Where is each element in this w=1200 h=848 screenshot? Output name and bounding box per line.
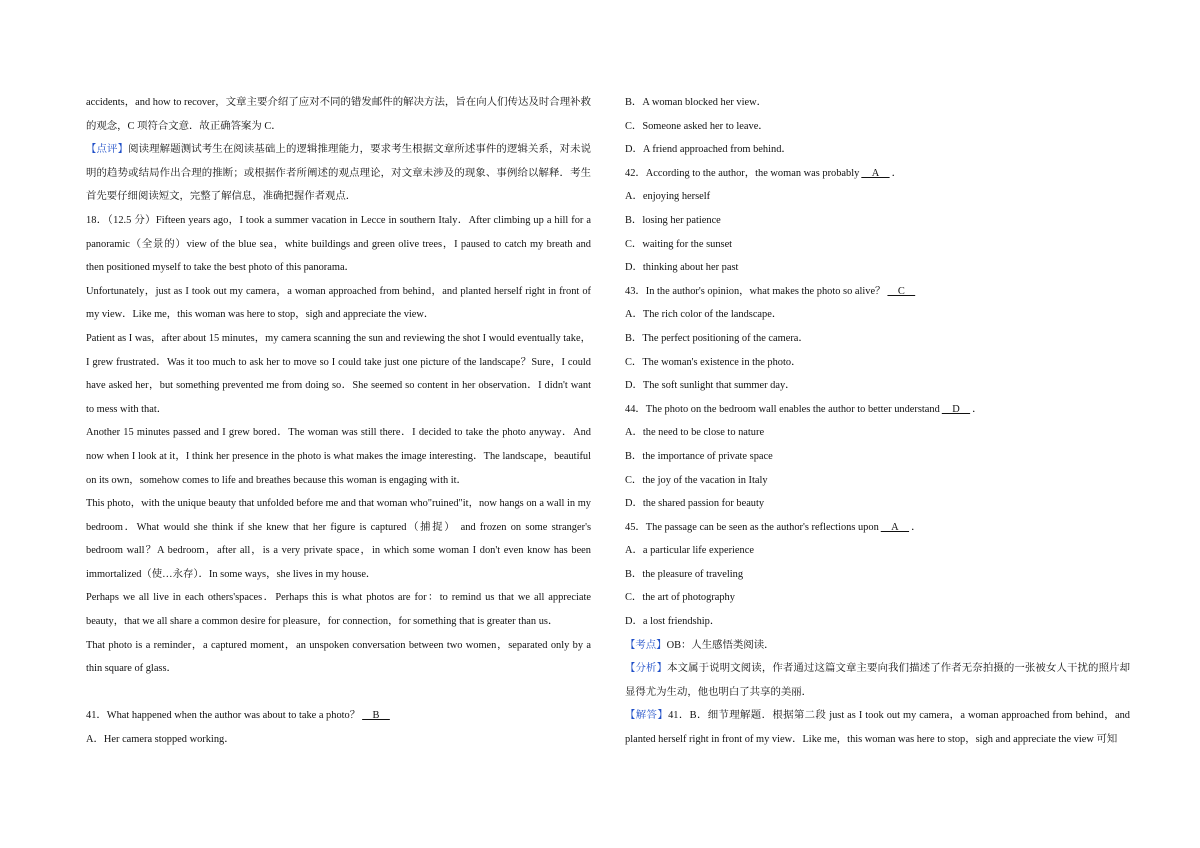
passage-paragraph-5: This photo，with the unique beauty that unfolded before me and that woman who"ruined"it，now hangs on a wall in my bedroom．What would she think if she knew that her figure is captured（捕捉） and frozen on some stranger's bedroom wall？A bedroom，after all，is a very private space，in which some woman I don't even know has been immortalized（使…永存）．In some ways，she lives in my house． [86, 498, 591, 580]
passage-paragraph-1: 18．（12.5 分）Fifteen years ago，I took a summer vacation in Lecce in southern Italy．After climbing up a hill for a panoramic（全景的）view of the blue sea，white buildings and green olive trees，I paused to catch my breath and then positioned myself to take the best photo of this panorama． [86, 214, 591, 274]
question-43-answer: C [887, 285, 916, 297]
passage-paragraph-3: Patient as I was，after about 15 minutes，my camera scanning the sun and reviewing the shot I would eventually take，I grew frustrated．Was it too much to ask her to move so I could take just one picture of the landscape？Sure，I could have asked her，but something prevented me from doing so．She seemed so content in her observation．I didn't want to mess with that． [86, 332, 591, 415]
left-column [86, 91, 591, 752]
question-45-option-d: D．a lost friendship． [625, 616, 721, 628]
question-44-option-a: A．the need to be close to nature [625, 427, 765, 439]
passage-paragraph-4: Another 15 minutes passed and I grew bored．The woman was still there．I decided to take the photo anyway．And now when I look at it，I think her presence in the photo is what makes the image interesting．The landscape，beautiful on its own，somehow comes to life and breathes because this woman is engaging with it． [86, 427, 591, 486]
question-42-option-a: A．enjoying herself [625, 191, 711, 203]
question-41-text: 41．What happened when the author was about to take a photo？ [86, 710, 361, 722]
question-45-option-a: A．a particular life experience [625, 545, 754, 557]
comment-text: 阅读理解题测试考生在阅读基础上的逻辑推理能力，要求考生根据文章所述事件的逻辑关系，对未说明的趋势或结局作出合理的推断；或根据作者所阐述的观点理论，对文章未涉及的现象、事例给以解释．考生首先要仔细阅读短文，完整了解信息，准确把握作者观点． [86, 144, 592, 203]
question-45-text: 45．The passage can be seen as the author's reflections upon [625, 521, 879, 533]
right-column [625, 91, 1130, 752]
question-44-option-d: D．the shared passion for beauty [625, 498, 765, 510]
question-43-option-a: A．The rich color of the landscape． [625, 309, 783, 321]
question-42-answer: A [861, 167, 890, 179]
question-41-option-d: D．A friend approached from behind． [625, 144, 792, 156]
question-41-option-c: C．Someone asked her to leave． [625, 120, 769, 132]
question-41 [86, 704, 591, 728]
passage-paragraph-2: Unfortunately，just as I took out my camera，a woman approached from behind，and planted herself right in front of my view．Like me，this woman was here to stop，sigh and appreciate the view． [86, 285, 591, 321]
question-44: 44．The photo on the bedroom wall enables the author to better understand D ． [625, 403, 983, 415]
question-41-option-b: B．A woman blocked her view． [625, 97, 767, 108]
question-45-option-c: C．the art of photography [625, 592, 735, 604]
question-42: 42．According to the author，the woman was probably A ． [625, 167, 902, 179]
fenxi-text: 本文属于说明文阅读，作者通过这篇文章主要向我们描述了作者无奈拍摄的一张被女人干扰的照片却显得尤为生动，他也明白了共享的美丽． [625, 663, 1131, 698]
question-43-option-b: B．The perfect positioning of the camera． [625, 332, 809, 344]
jieda-text: 41．B．细节理解题．根据第二段 just as I took out my camera，a woman approached from behind，and planted herself right in front of my view．Like me，this woman was here to stop，sigh and appreciate the view 可知 [625, 710, 1131, 746]
question-43-text: 43．In the author's opinion，what makes the photo so alive？ [625, 285, 886, 297]
question-44-option-b: B．the importance of private space [625, 450, 773, 462]
question-45-answer: A [880, 521, 910, 533]
question-41-answer: B [362, 710, 390, 722]
jieda-tag: 【解答】 [625, 710, 669, 722]
question-44-answer: D [941, 403, 971, 415]
comment-paragraph [86, 138, 591, 209]
question-43 [625, 280, 1130, 304]
question-41-option-a: A．Her camera stopped working． [86, 734, 235, 746]
kaodian-text: OB：人生感悟类阅读． [666, 639, 775, 651]
question-42-option-c: C．waiting for the sunset [625, 238, 733, 250]
fenxi-paragraph [625, 657, 1130, 704]
question-44-option-c: C．the joy of the vacation in Italy [625, 474, 768, 486]
jieda-paragraph [625, 704, 1130, 751]
question-44-text: 44．The photo on the bedroom wall enables the author to better understand [625, 403, 940, 415]
question-43-option-d: D．The soft sunlight that summer day． [625, 380, 796, 392]
intro-paragraph: accidents，and how to recover，文章主要介绍了应对不同的错发邮件的解决方法，旨在向人们传达及时合理补救的观念，C 项符合文意．故正确答案为 C． [86, 97, 591, 132]
kaodian-tag: 【考点】 [625, 639, 667, 651]
question-42-option-b: B．losing her patience [625, 214, 721, 226]
question-45-option-b: B．the pleasure of traveling [625, 568, 744, 580]
fenxi-tag: 【分析】 [625, 663, 668, 675]
question-43-option-c: C．The woman's existence in the photo． [625, 356, 802, 368]
question-45: 45．The passage can be seen as the author's reflections upon A ． [625, 521, 922, 533]
comment-tag: 【点评】 [86, 144, 129, 156]
passage-paragraph-6: Perhaps we all live in each others'spaces．Perhaps this is what photos are for：to remind us that we all appreciate beauty，that we all share a common desire for pleasure，for connection，for something that is greater than us． [86, 592, 591, 628]
kaodian-paragraph [625, 634, 1130, 658]
passage-paragraph-7: That photo is a reminder，a captured moment，an unspoken conversation between two women，separated only by a thin square of glass． [86, 639, 591, 675]
question-42-text: 42．According to the author，the woman was probably [625, 167, 860, 179]
question-42-option-d: D．thinking about her past [625, 262, 739, 274]
